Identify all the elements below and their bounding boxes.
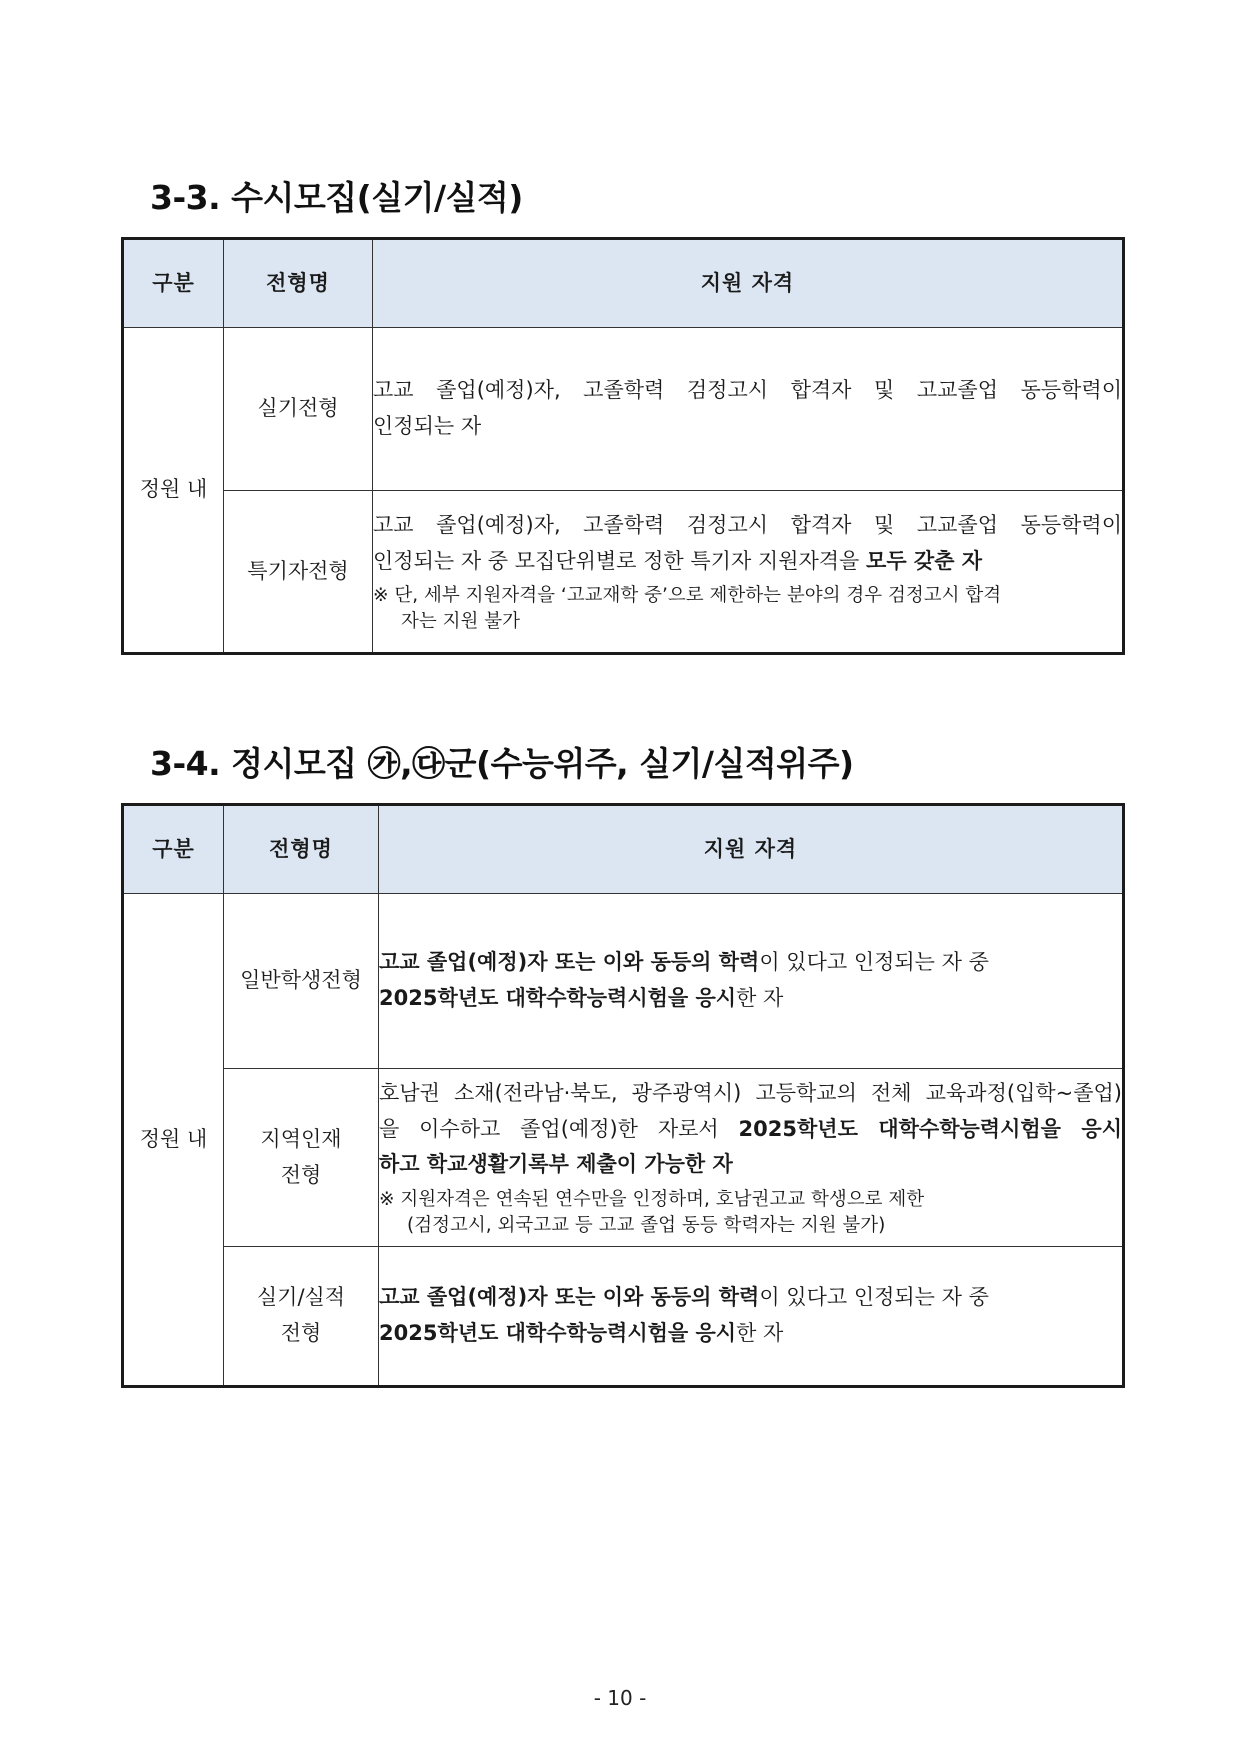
eligibility-text-emphasis: 2025학년도 대학수학능력시험을 응시 — [738, 1116, 1122, 1141]
category-cell: 정원 내 — [123, 328, 224, 654]
category-cell: 정원 내 — [123, 894, 224, 1387]
section-title-3-3: 3-3. 수시모집(실기/실적) — [150, 178, 523, 217]
header-eligibility: 지원 자격 — [379, 805, 1124, 894]
page-number: - 10 - — [593, 1686, 647, 1710]
header-eligibility: 지원 자격 — [373, 239, 1124, 328]
header-category: 구분 — [123, 239, 224, 328]
header-admission-type: 전형명 — [224, 239, 373, 328]
admission-type-name: 일반학생전형 — [224, 894, 379, 1069]
eligibility-text: 인정되는 자 — [373, 414, 482, 438]
admission-type-name — [224, 1069, 379, 1247]
jeongsi-requirements-table — [121, 803, 1125, 1388]
eligibility-text-emphasis: 2025학년도 대학수학능력시험을 응시 — [379, 986, 737, 1010]
admission-type-name-line: 전형 — [280, 1162, 322, 1187]
section-title-3-4: 3-4. 정시모집 ㉮,㉰군(수능위주, 실기/실적위주) — [150, 744, 854, 783]
table-row — [123, 491, 1124, 654]
eligibility-text-emphasis: 고교 졸업(예정)자 또는 이와 동등의 학력 — [379, 950, 760, 975]
eligibility-text-part: 이 있다고 인정되는 자 중 — [759, 950, 989, 975]
eligibility-text-part: 을 이수하고 졸업(예정)한 자로서 — [379, 1116, 739, 1141]
eligibility-cell — [373, 491, 1124, 654]
eligibility-text — [379, 945, 1122, 981]
table-row — [123, 1247, 1124, 1387]
header-admission-type: 전형명 — [224, 805, 379, 894]
admission-type-name — [224, 1247, 379, 1387]
table-row — [123, 1069, 1124, 1247]
eligibility-text — [379, 1316, 1122, 1352]
eligibility-cell — [379, 1069, 1124, 1247]
eligibility-text-part: 인정되는 자 중 모집단위별로 정한 특기자 지원자격을 — [373, 548, 867, 573]
eligibility-text — [373, 544, 1122, 580]
eligibility-text: 고교 졸업(예정)자, 고졸학력 검정고시 합격자 및 고교졸업 동등학력이 — [373, 512, 1122, 537]
eligibility-text — [379, 1280, 1122, 1316]
table-row — [123, 894, 1124, 1069]
eligibility-text — [379, 981, 1122, 1017]
eligibility-text-emphasis: 모두 갖춘 자 — [866, 548, 983, 573]
eligibility-note — [373, 583, 1122, 635]
note-text: ※ 단, 세부 지원자격을 ‘고교재학 중’으로 제한하는 분야의 경우 검정고시 합격 — [373, 585, 1002, 607]
table-header-row — [123, 805, 1124, 894]
admission-type-name: 실기전형 — [224, 328, 373, 491]
eligibility-text-part: 이 있다고 인정되는 자 중 — [759, 1285, 989, 1310]
eligibility-text-part: 한 자 — [736, 986, 784, 1010]
admission-type-name-line: 전형 — [280, 1321, 322, 1345]
eligibility-text: 호남권 소재(전라남·북도, 광주광역시) 고등학교의 전체 교육과정(입학~졸업) — [379, 1081, 1122, 1106]
eligibility-note — [379, 1187, 1122, 1239]
eligibility-text: 하고 학교생활기록부 제출이 가능한 자 — [379, 1152, 733, 1177]
table-row — [123, 328, 1124, 491]
eligibility-text-emphasis: 고교 졸업(예정)자 또는 이와 동등의 학력 — [379, 1285, 760, 1310]
eligibility-cell — [373, 328, 1124, 491]
header-category: 구분 — [123, 805, 224, 894]
note-text: (검정고시, 외국고교 등 고교 졸업 동등 학력자는 지원 불가) — [407, 1215, 886, 1237]
table-header-row — [123, 239, 1124, 328]
admission-type-name: 특기자전형 — [224, 491, 373, 654]
eligibility-text-part: 한 자 — [736, 1321, 784, 1345]
admission-type-name-line: 실기/실적 — [256, 1285, 346, 1310]
admission-type-name-line: 지역인재 — [260, 1126, 342, 1151]
eligibility-text: 고교 졸업(예정)자, 고졸학력 검정고시 합격자 및 고교졸업 동등학력이 — [373, 378, 1122, 403]
note-text: 자는 지원 불가 — [401, 611, 520, 633]
eligibility-cell — [379, 1247, 1124, 1387]
susi-requirements-table — [121, 237, 1125, 655]
note-text: ※ 지원자격은 연속된 연수만을 인정하며, 호남권고교 학생으로 제한 — [379, 1189, 925, 1211]
eligibility-text-emphasis: 2025학년도 대학수학능력시험을 응시 — [379, 1321, 737, 1345]
eligibility-cell — [379, 894, 1124, 1069]
eligibility-text — [379, 1112, 1122, 1148]
